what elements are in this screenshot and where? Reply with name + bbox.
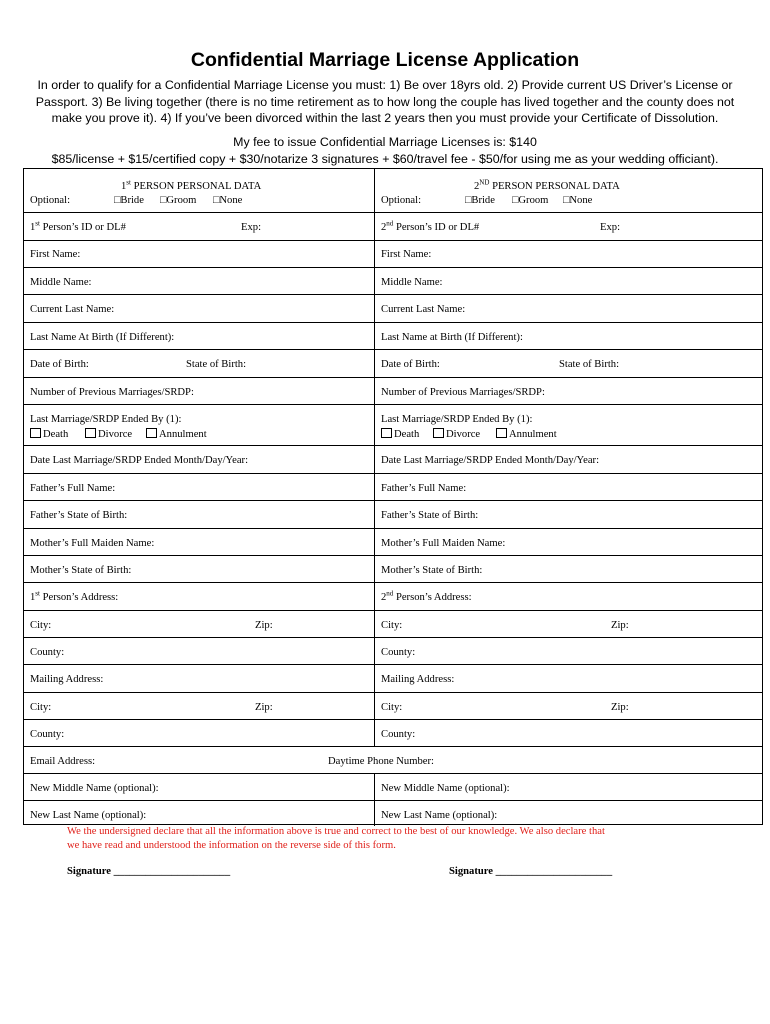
- person1-optional-label: Optional:: [30, 195, 71, 206]
- row-divider: [24, 528, 762, 529]
- checkbox-icon: [381, 428, 392, 438]
- person1-mother-state-field[interactable]: Mother’s State of Birth:: [30, 565, 132, 576]
- row-divider: [24, 240, 762, 241]
- person1-divorce-option[interactable]: Divorce: [85, 428, 132, 440]
- person1-bride-checkbox[interactable]: □Bride: [114, 195, 144, 206]
- person1-none-checkbox[interactable]: □None: [213, 195, 243, 206]
- person1-new-last-name-field[interactable]: New Last Name (optional):: [30, 810, 147, 821]
- person1-new-middle-name-field[interactable]: New Middle Name (optional):: [30, 783, 159, 794]
- person2-none-checkbox[interactable]: □None: [563, 195, 593, 206]
- person1-mailing-county-field[interactable]: County:: [30, 729, 65, 740]
- checkbox-icon: [433, 428, 444, 438]
- person2-heading: 2ND PERSON PERSONAL DATA: [474, 178, 620, 192]
- person2-mailing-zip-field[interactable]: Zip:: [611, 702, 629, 713]
- person1-middle-name-field[interactable]: Middle Name:: [30, 277, 92, 288]
- person1-county-field[interactable]: County:: [30, 647, 65, 658]
- row-divider: [24, 610, 762, 611]
- row-divider: [24, 692, 762, 693]
- person2-groom-checkbox[interactable]: □Groom: [512, 195, 549, 206]
- column-divider: [374, 169, 375, 746]
- person1-death-option[interactable]: Death: [30, 428, 68, 440]
- row-divider: [24, 664, 762, 665]
- person2-new-middle-name-field[interactable]: New Middle Name (optional):: [381, 783, 510, 794]
- person1-address-field[interactable]: 1st Person’s Address:: [30, 589, 119, 603]
- person1-state-of-birth-field[interactable]: State of Birth:: [186, 359, 247, 370]
- row-divider: [24, 377, 762, 378]
- person2-mailing-city-field[interactable]: City:: [381, 702, 403, 713]
- person2-mailing-county-field[interactable]: County:: [381, 729, 416, 740]
- person2-current-last-name-field[interactable]: Current Last Name:: [381, 304, 466, 315]
- person2-city-field[interactable]: City:: [381, 620, 403, 631]
- row-divider: [24, 582, 762, 583]
- email-field[interactable]: Email Address:: [30, 756, 96, 767]
- eligibility-instructions: [20, 77, 750, 127]
- row-divider: [24, 473, 762, 474]
- row-divider: [24, 322, 762, 323]
- daytime-phone-field[interactable]: Daytime Phone Number:: [328, 756, 434, 767]
- row-divider: [24, 637, 762, 638]
- row-divider: [24, 719, 762, 720]
- person2-zip-field[interactable]: Zip:: [611, 620, 629, 631]
- person1-city-field[interactable]: City:: [30, 620, 52, 631]
- intro-line: In order to qualify for a Confidential Marriage License you must: 1) Be over 18yrs old. 2) Provide current US Driver’s License or: [37, 78, 733, 92]
- person2-divorce-option[interactable]: Divorce: [433, 428, 480, 440]
- person1-mailing-address-field[interactable]: Mailing Address:: [30, 674, 104, 685]
- person2-middle-name-field[interactable]: Middle Name:: [381, 277, 443, 288]
- row-divider: [24, 555, 762, 556]
- person1-current-last-name-field[interactable]: Current Last Name:: [30, 304, 115, 315]
- declaration-text: [67, 825, 687, 853]
- person1-mailing-zip-field[interactable]: Zip:: [255, 702, 273, 713]
- person1-groom-checkbox[interactable]: □Groom: [160, 195, 197, 206]
- person2-dob-field[interactable]: Date of Birth:: [381, 359, 440, 370]
- person2-mother-name-field[interactable]: Mother’s Full Maiden Name:: [381, 538, 506, 549]
- person1-last-ended-by-label: Last Marriage/SRDP Ended By (1):: [30, 414, 182, 425]
- person2-first-name-field[interactable]: First Name:: [381, 249, 432, 260]
- person2-last-ended-by-label: Last Marriage/SRDP Ended By (1):: [381, 414, 533, 425]
- person1-last-name-at-birth-field[interactable]: Last Name At Birth (If Different):: [30, 332, 175, 343]
- row-divider: [24, 212, 762, 213]
- person2-bride-checkbox[interactable]: □Bride: [465, 195, 495, 206]
- row-divider: [24, 349, 762, 350]
- person2-id-field[interactable]: 2nd Person’s ID or DL#: [381, 219, 480, 233]
- person2-annulment-option[interactable]: Annulment: [496, 428, 557, 440]
- row-divider: [24, 773, 762, 774]
- checkbox-icon: [146, 428, 157, 438]
- row-divider: [24, 404, 762, 405]
- checkbox-icon: [496, 428, 507, 438]
- page-title: Confidential Marriage License Application: [190, 49, 580, 71]
- row-divider: [24, 800, 762, 801]
- person2-exp-field[interactable]: Exp:: [600, 222, 621, 233]
- person1-signature-line[interactable]: Signature ______________________: [67, 866, 231, 877]
- row-divider: [24, 267, 762, 268]
- person1-father-name-field[interactable]: Father’s Full Name:: [30, 483, 116, 494]
- person1-father-state-field[interactable]: Father’s State of Birth:: [30, 510, 128, 521]
- person2-father-name-field[interactable]: Father’s Full Name:: [381, 483, 467, 494]
- person1-first-name-field[interactable]: First Name:: [30, 249, 81, 260]
- person1-zip-field[interactable]: Zip:: [255, 620, 273, 631]
- row-divider: [24, 445, 762, 446]
- row-divider: [24, 746, 762, 747]
- person1-mother-name-field[interactable]: Mother’s Full Maiden Name:: [30, 538, 155, 549]
- person2-date-ended-field[interactable]: Date Last Marriage/SRDP Ended Month/Day/Year:: [381, 455, 600, 466]
- person2-mailing-address-field[interactable]: Mailing Address:: [381, 674, 455, 685]
- person2-mother-state-field[interactable]: Mother’s State of Birth:: [381, 565, 483, 576]
- person2-state-of-birth-field[interactable]: State of Birth:: [559, 359, 620, 370]
- person2-death-option[interactable]: Death: [381, 428, 419, 440]
- intro-line: Passport. 3) Be living together (there is no time retirement as to how long the couple has lived together and the county does not: [35, 94, 735, 109]
- fee-line: $85/license + $15/certified copy + $30/notarize 3 signatures + $60/travel fee - $50/for using me as your wedding officiant).: [51, 151, 719, 166]
- person2-optional-label: Optional:: [381, 195, 422, 206]
- fee-line: My fee to issue Confidential Marriage Licenses is: $140: [233, 135, 537, 149]
- fee-info: [20, 134, 750, 167]
- intro-line: make you prove it). 4) If you’ve been divorced within the last 2 years then you must provide your Certificate of Dissolution.: [51, 111, 719, 125]
- person2-last-name-at-birth-field[interactable]: Last Name at Birth (If Different):: [381, 332, 523, 343]
- checkbox-icon: [85, 428, 96, 438]
- row-divider: [24, 500, 762, 501]
- declaration-line: We the undersigned declare that all the information above is true and correct to the best of our knowledge. We also declare that: [67, 826, 605, 837]
- person2-address-field[interactable]: 2nd Person’s Address:: [381, 589, 472, 603]
- application-form: [23, 168, 763, 825]
- person1-annulment-option[interactable]: Annulment: [146, 428, 207, 440]
- person1-exp-field[interactable]: Exp:: [241, 222, 262, 233]
- row-divider: [24, 294, 762, 295]
- declaration-line: we have read and understood the information on the reverse side of this form.: [67, 840, 396, 851]
- person1-date-ended-field[interactable]: Date Last Marriage/SRDP Ended Month/Day/Year:: [30, 455, 249, 466]
- person2-father-state-field[interactable]: Father’s State of Birth:: [381, 510, 479, 521]
- person2-signature-line[interactable]: Signature ______________________: [449, 866, 613, 877]
- person1-mailing-city-field[interactable]: City:: [30, 702, 52, 713]
- person1-dob-field[interactable]: Date of Birth:: [30, 359, 89, 370]
- person2-prev-marriages-field[interactable]: Number of Previous Marriages/SRDP:: [381, 387, 545, 398]
- person2-county-field[interactable]: County:: [381, 647, 416, 658]
- person1-prev-marriages-field[interactable]: Number of Previous Marriages/SRDP:: [30, 387, 194, 398]
- checkbox-icon: [30, 428, 41, 438]
- person1-heading: 1st PERSON PERSONAL DATA: [121, 178, 262, 192]
- person1-id-field[interactable]: 1st Person’s ID or DL#: [30, 219, 126, 233]
- person2-new-last-name-field[interactable]: New Last Name (optional):: [381, 810, 498, 821]
